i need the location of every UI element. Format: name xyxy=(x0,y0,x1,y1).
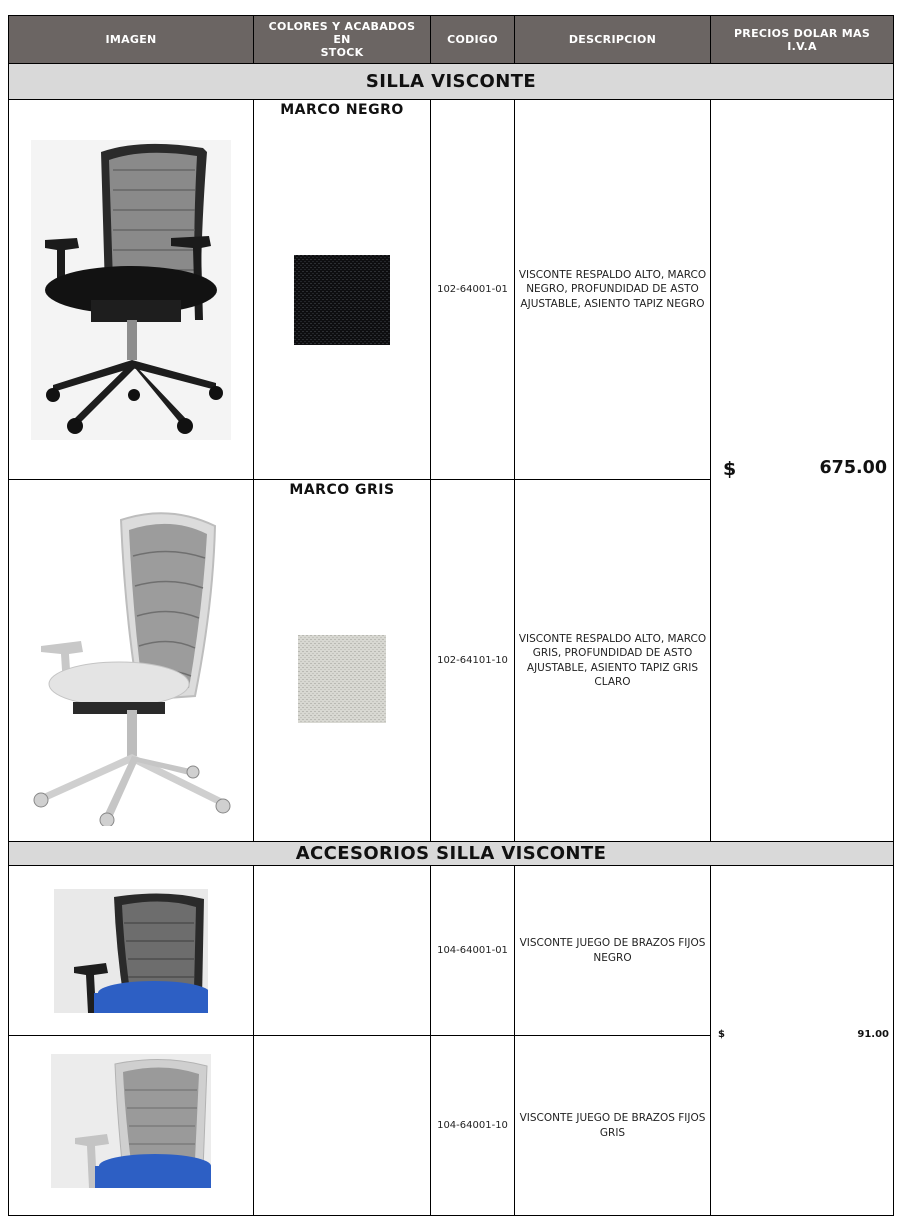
section-row-silla xyxy=(9,64,894,100)
empty-color-cell xyxy=(254,1036,431,1216)
section-row-accesorios xyxy=(9,842,894,866)
product-image-cell xyxy=(9,100,254,480)
product-image-cell xyxy=(9,866,254,1036)
color-cell xyxy=(254,480,431,842)
price-cell-accesorios xyxy=(711,866,894,1216)
header-row xyxy=(9,16,894,64)
section-title: ACCESORIOS SILLA VISCONTE xyxy=(9,842,894,866)
product-code: 102-64101-10 xyxy=(431,480,515,842)
header-colores-line2: STOCK xyxy=(320,46,364,59)
product-description xyxy=(515,480,711,842)
product-description xyxy=(515,100,711,480)
color-label: MARCO NEGRO xyxy=(280,102,404,118)
price-list-table xyxy=(8,15,894,1216)
desc-line: VISCONTE RESPALDO ALTO, MARCO xyxy=(518,632,707,645)
swatch-gray xyxy=(298,635,386,723)
product-code: 102-64001-01 xyxy=(431,100,515,480)
desc-line: AJUSTABLE, ASIENTO TAPIZ GRIS xyxy=(526,661,699,674)
product-code: 104-64001-10 xyxy=(431,1036,515,1216)
desc-line: NEGRO xyxy=(593,951,632,964)
armrest-black-image xyxy=(54,889,208,1013)
price-currency: $ xyxy=(718,1029,725,1040)
price-cell-silla xyxy=(711,100,894,842)
desc-line: GRIS xyxy=(599,1126,626,1139)
product-image-cell xyxy=(9,1036,254,1216)
desc-line: VISCONTE JUEGO DE BRAZOS FIJOS xyxy=(519,1112,706,1124)
color-cell xyxy=(254,100,431,480)
product-image-cell xyxy=(9,480,254,842)
section-title: SILLA VISCONTE xyxy=(9,64,894,100)
desc-line: VISCONTE JUEGO DE BRAZOS FIJOS xyxy=(519,937,706,949)
header-colores xyxy=(254,16,431,64)
swatch-black xyxy=(294,255,390,345)
header-codigo: CODIGO xyxy=(431,16,515,64)
desc-line: VISCONTE RESPALDO ALTO, MARCO xyxy=(518,268,707,281)
product-description xyxy=(515,866,711,1036)
price-amount: 91.00 xyxy=(857,1029,889,1040)
empty-color-cell xyxy=(254,866,431,1036)
desc-line: NEGRO, PROFUNDIDAD DE ASTO xyxy=(526,283,699,296)
header-descripcion: DESCRIPCION xyxy=(515,16,711,64)
product-code: 104-64001-01 xyxy=(431,866,515,1036)
header-imagen: IMAGEN xyxy=(9,16,254,64)
chair-black-image xyxy=(31,140,231,440)
chair-gray-image xyxy=(29,496,234,826)
table-row xyxy=(9,100,894,480)
product-description xyxy=(515,1036,711,1216)
armrest-gray-image xyxy=(51,1054,211,1188)
header-colores-line1: COLORES Y ACABADOS EN xyxy=(268,20,416,46)
desc-line: AJUSTABLE, ASIENTO TAPIZ NEGRO xyxy=(520,297,705,310)
desc-line: CLARO xyxy=(594,676,631,688)
price-currency: $ xyxy=(723,458,737,480)
table-row xyxy=(9,866,894,1036)
color-label: MARCO GRIS xyxy=(289,482,395,498)
desc-line: GRIS, PROFUNDIDAD DE ASTO xyxy=(532,647,693,659)
price-amount: 675.00 xyxy=(819,458,887,478)
header-precios: PRECIOS DOLAR MAS I.V.A xyxy=(711,16,894,64)
